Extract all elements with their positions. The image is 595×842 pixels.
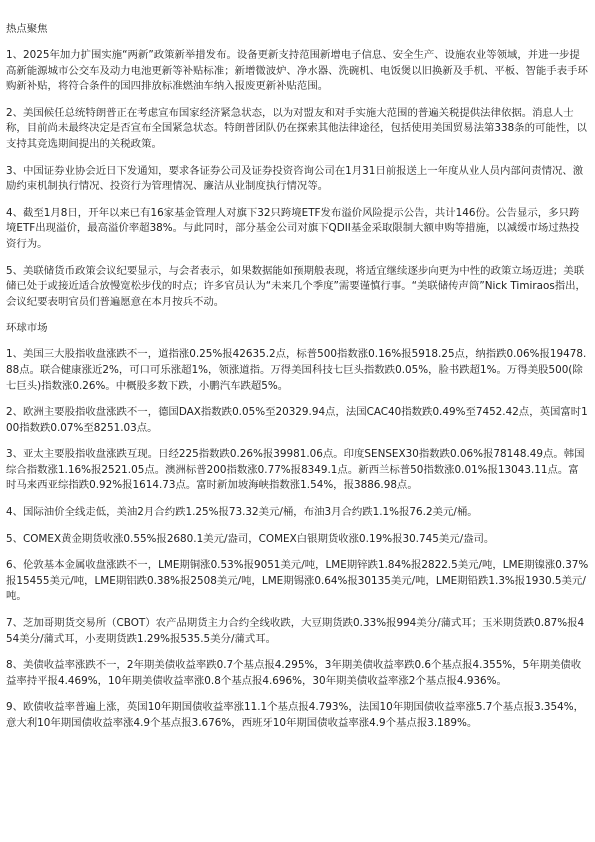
document-page [6,22,589,743]
global-market-item-6: 6、伦敦基本金属收盘涨跌不一，LME期铜涨0.53%报9051美元/吨，LME期锌跌1.84%报2822.5美元/吨，LME期镍涨0.37%报15455美元/吨，LME期铝跌0.38%报2508美元/吨，LME期锡涨0.64%报30135美元/吨，LME期铅跌1.3%报1930.5美元/吨。 [6,559,589,603]
global-market-item-1: 1、美国三大股指收盘涨跌不一，道指涨0.25%报42635.2点，标普500指数涨0.16%报5918.25点，纳指跌0.06%报19478.88点。联合健康涨近2%，可口可乐涨超1%，领涨道指。万得美国科技七巨头指数跌0.05%，脸书跌超1%。万得美股500(除七巨头)指数涨0.26%。中概股多数下跌，小鹏汽车跌超5%。 [6,348,587,392]
hot-topic-item-5: 5、美联储货币政策会议纪要显示，与会者表示，如果数据能如预期般表现，将适宜继续逐步向更为中性的政策立场迈进；美联储已处于或接近适合放慢宽松步伐的时点；许多官员认为“未来几个季度”需要谨慎行事。“美联储传声筒”Nick Timiraos指出，会议纪要表明官员们普遍愿意在本月按兵不动。 [6,264,586,308]
section-title-global-markets: 环球市场 [6,322,48,335]
section-title-hot-topics: 热点聚焦 [6,23,48,35]
global-market-item-4: 4、国际油价全线走低，美油2月合约跌1.25%报73.32美元/桶，布油3月合约跌1.1%报76.2美元/桶。 [6,506,478,519]
global-market-item-8: 8、美债收益率涨跌不一，2年期美债收益率跌0.7个基点报4.295%，3年期美债收益率跌0.6个基点报4.355%，5年期美债收益率持平报4.469%，10年期美债收益率涨0.8个基点报4.696%，30年期美债收益率涨2个基点报4.936%。 [6,659,582,687]
section-hot-topics [6,22,589,310]
global-market-item-7: 7、芝加哥期货交易所（CBOT）农产品期货主力合约全线收跌，大豆期货跌0.33%报994美分/蒲式耳；玉米期货跌0.87%报454美分/蒲式耳，小麦期货跌1.29%报535.5美分/蒲式耳。 [6,617,585,645]
global-market-item-5: 5、COMEX黄金期货收涨0.55%报2680.1美元/盎司，COMEX白银期货收涨0.19%报30.745美元/盎司。 [6,532,495,545]
hot-topic-item-2: 2、美国候任总统特朗普正在考虑宣布国家经济紧急状态，以为对盟友和对手实施大范围的普遍关税提供法律依据。消息人士称，目前尚未最终决定是否宣布全国紧急状态。特朗普团队仍在探索其他法律途径，包括使用美国贸易法第338条的可能性，以支持其竞选期间提出的关税政策。 [6,106,587,150]
hot-topic-item-4: 4、截至1月8日，开年以来已有16家基金管理人对旗下32只跨境ETF发布溢价风险提示公告，共计146份。公告显示，多只跨境ETF出现溢价，最高溢价率超38%。与此同时，部分基金公司对旗下QDII基金采取限制大额申购等措施，以减缓市场过热投资行为。 [6,206,580,250]
global-market-item-2: 2、欧洲主要股指收盘涨跌不一，德国DAX指数跌0.05%至20329.94点，法国CAC40指数跌0.49%至7452.42点，英国富时100指数跌0.07%至8251.03点。 [6,406,588,434]
section-global-markets [6,321,589,731]
global-market-item-3: 3、亚太主要股指收盘涨跌互现。日经225指数跌0.26%报39981.06点。印度SENSEX30指数跌0.06%报78148.49点。韩国综合指数涨1.16%报2521.05点。澳洲标普200指数涨0.77%报8349.1点。新西兰标普50指数涨0.01%报13043.11点。富时马来西亚综指跌0.92%报1614.73点。富时新加坡海峡指数涨1.54%，报3886.98点。 [6,448,585,492]
hot-topic-item-3: 3、中国证券业协会近日下发通知，要求各证券公司及证券投资咨询公司在1月31日前报送上一年度从业人员内部问责情况、激励约束机制执行情况、投资行为管理情况、廉洁从业制度执行情况等。 [6,164,584,193]
global-market-item-9: 9、欧债收益率普遍上涨，英国10年期国债收益率涨11.1个基点报4.793%，法国10年期国债收益率涨5.7个基点报3.354%，意大利10年期国债收益率涨4.9个基点报3.676%，西班牙10年期国债收益率涨4.9个基点报3.189%。 [6,701,584,729]
hot-topic-item-1: 1、2025年加力扩围实施“两新”政策新举措发布。设备更新支持范围新增电子信息、安全生产、设施农业等领域，并进一步提高新能源城市公交车及动力电池更新等补贴标准；新增微波炉、净水器、洗碗机、电饭煲以旧换新及手机、平板、智能手表手环购新补贴，将符合条件的国四排放标准燃油车纳入报废更新补贴范围。 [6,49,588,93]
